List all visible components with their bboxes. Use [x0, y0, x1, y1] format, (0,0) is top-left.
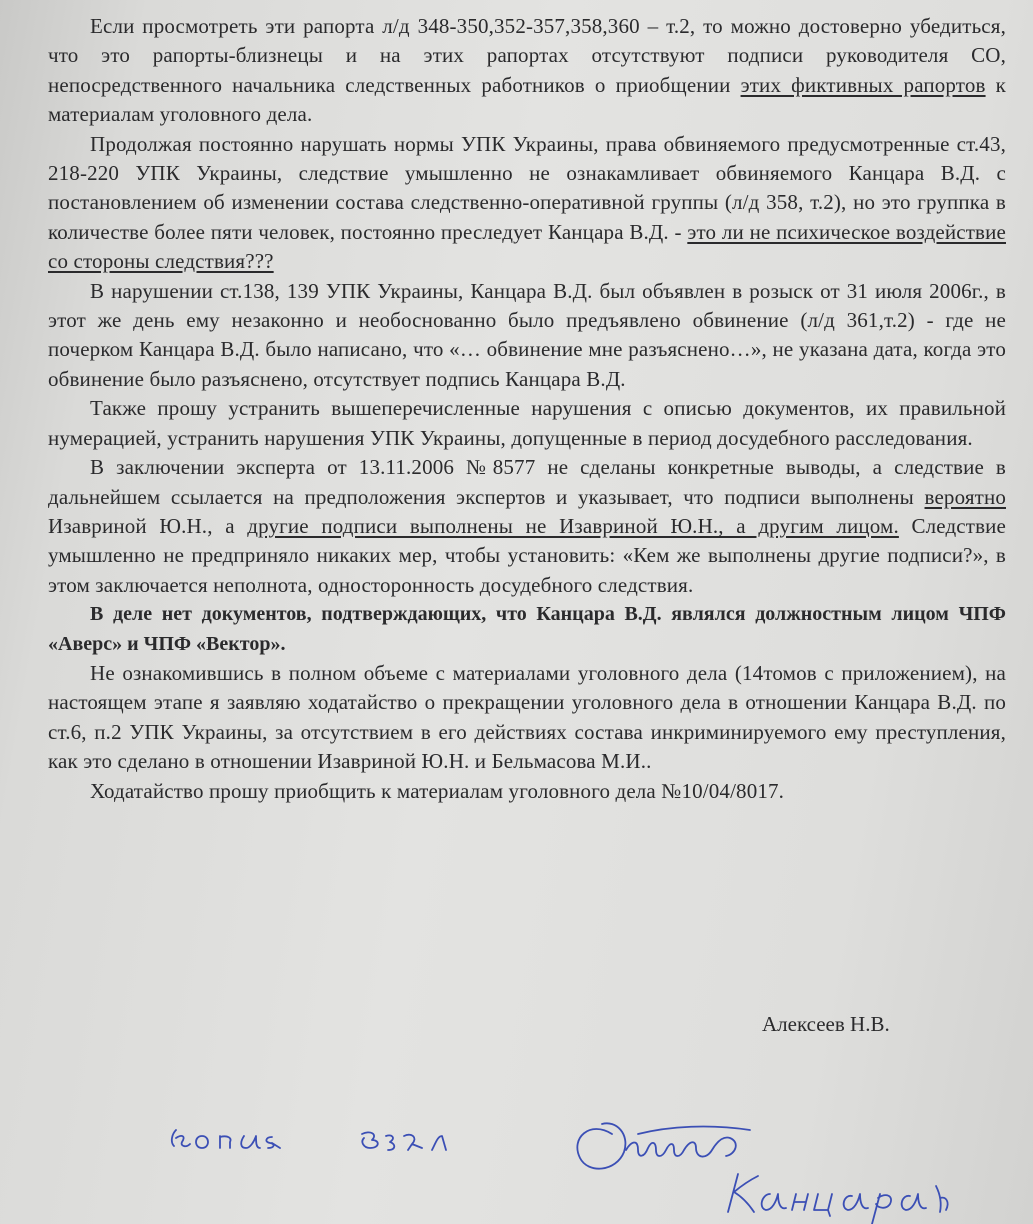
underlined-text: другие подписи выполнены не Изавриной Ю.Н., а другим лицом.: [247, 513, 899, 538]
text-segment: В нарушении ст.138, 139 УПК Украины, Канцара В.Д. был объявлен в розыск от 31 июля 2006г., в этот же день ему незаконно и необоснованно было предъявлено обвинение (л/д 361,т.2) - где не почерком Канцара В.Д. было написано, что «… обвинение мне разъяснено…», не указана дата, когда это обвинение было разъяснено, отсутствует подпись Канцара В.Д.: [48, 278, 1006, 391]
handwritten-note-line2: Канцара: [170, 1120, 174, 1121]
text-segment: Ходатайство прошу приобщить к материалам уголовного дела №10/04/8017.: [90, 778, 785, 803]
document-body: [48, 12, 1006, 806]
author-name: Алексеев Н.В.: [762, 1012, 890, 1036]
paragraph-p4: [48, 394, 1006, 453]
underlined-text: вероятно: [924, 484, 1006, 509]
paragraph-p2: [48, 130, 1006, 277]
text-segment: Не ознакомившись в полном объеме с материалами уголовного дела (14томов с приложением), на настоящем этапе я заявляю ходатайство о прекращении уголовного дела в отношении Канцара В.Д. по ст.6, п.2 УПК Украины, за отсутствием в его действиях состава инкриминируемого ему преступления, как это сделано в отношении Изавриной Ю.Н. и Бельмасова М.И..: [48, 660, 1006, 774]
text-segment: Также прошу устранить вышеперечисленные нарушения с описью документов, их правильной нумерацией, устранить нарушения УПК Украины, допущенные в период досудебного расследования.: [48, 396, 1006, 450]
text-segment: Изавриной Ю.Н., а: [48, 513, 248, 538]
paragraph-p8: [48, 777, 1006, 806]
text-segment: к материалам уголовного дела.: [48, 72, 1007, 127]
text-segment: В деле нет документов, подтверждающих, что Канцара В.Д. являлся должностным лицом ЧПФ «Аверс» и ЧПФ «Вектор».: [48, 603, 1006, 655]
text-segment: Если просмотреть эти рапорта л/д 348-350,352-357,358,360 – т.2, то можно достоверно убедиться, что это рапорты-близнецы и на этих рапортах отсутствуют подписи руководителя СО, непосредственного начальника следственных работников о приобщении: [48, 14, 1006, 97]
paragraph-p6: [48, 600, 1006, 659]
text-segment: В заключении эксперта от 13.11.2006 №8577 не сделаны конкретные выводы, а следствие в дальнейшем ссылается на предположения экспертов и указывает, что подписи выполнены: [48, 455, 1006, 509]
paragraph-p1: [48, 12, 1006, 130]
underlined-text: это ли не психическое воздействие со стороны следствия???: [48, 219, 1006, 274]
text-segment: Продолжая постоянно нарушать нормы УПК Украины, права обвиняемого предусмотренные ст.43, 218-220 УПК Украины, следствие умышленно не ознакамливает обвиняемого Канцара В.Д. с постановлением об изменении состава следственно-оперативной группы (л/д 358, т.2), но это группка в количестве более пяти человек, постоянно преследует Канцара В.Д. -: [48, 131, 1006, 244]
text-segment: Следствие умышленно не предприняло никаких мер, чтобы установить: «Кем же выполнены другие подписи?», в этом заключается неполнота, односторонность досудебного следствия.: [48, 513, 1007, 597]
underlined-text: этих фиктивных рапортов: [740, 72, 986, 97]
handwritten-signature-note: [150, 1090, 1010, 1224]
paragraph-p5: [48, 453, 1006, 600]
paragraph-p3: [48, 277, 1006, 395]
handwritten-note-line1: копия взял: [170, 1108, 175, 1109]
paragraph-p7: [48, 659, 1006, 777]
